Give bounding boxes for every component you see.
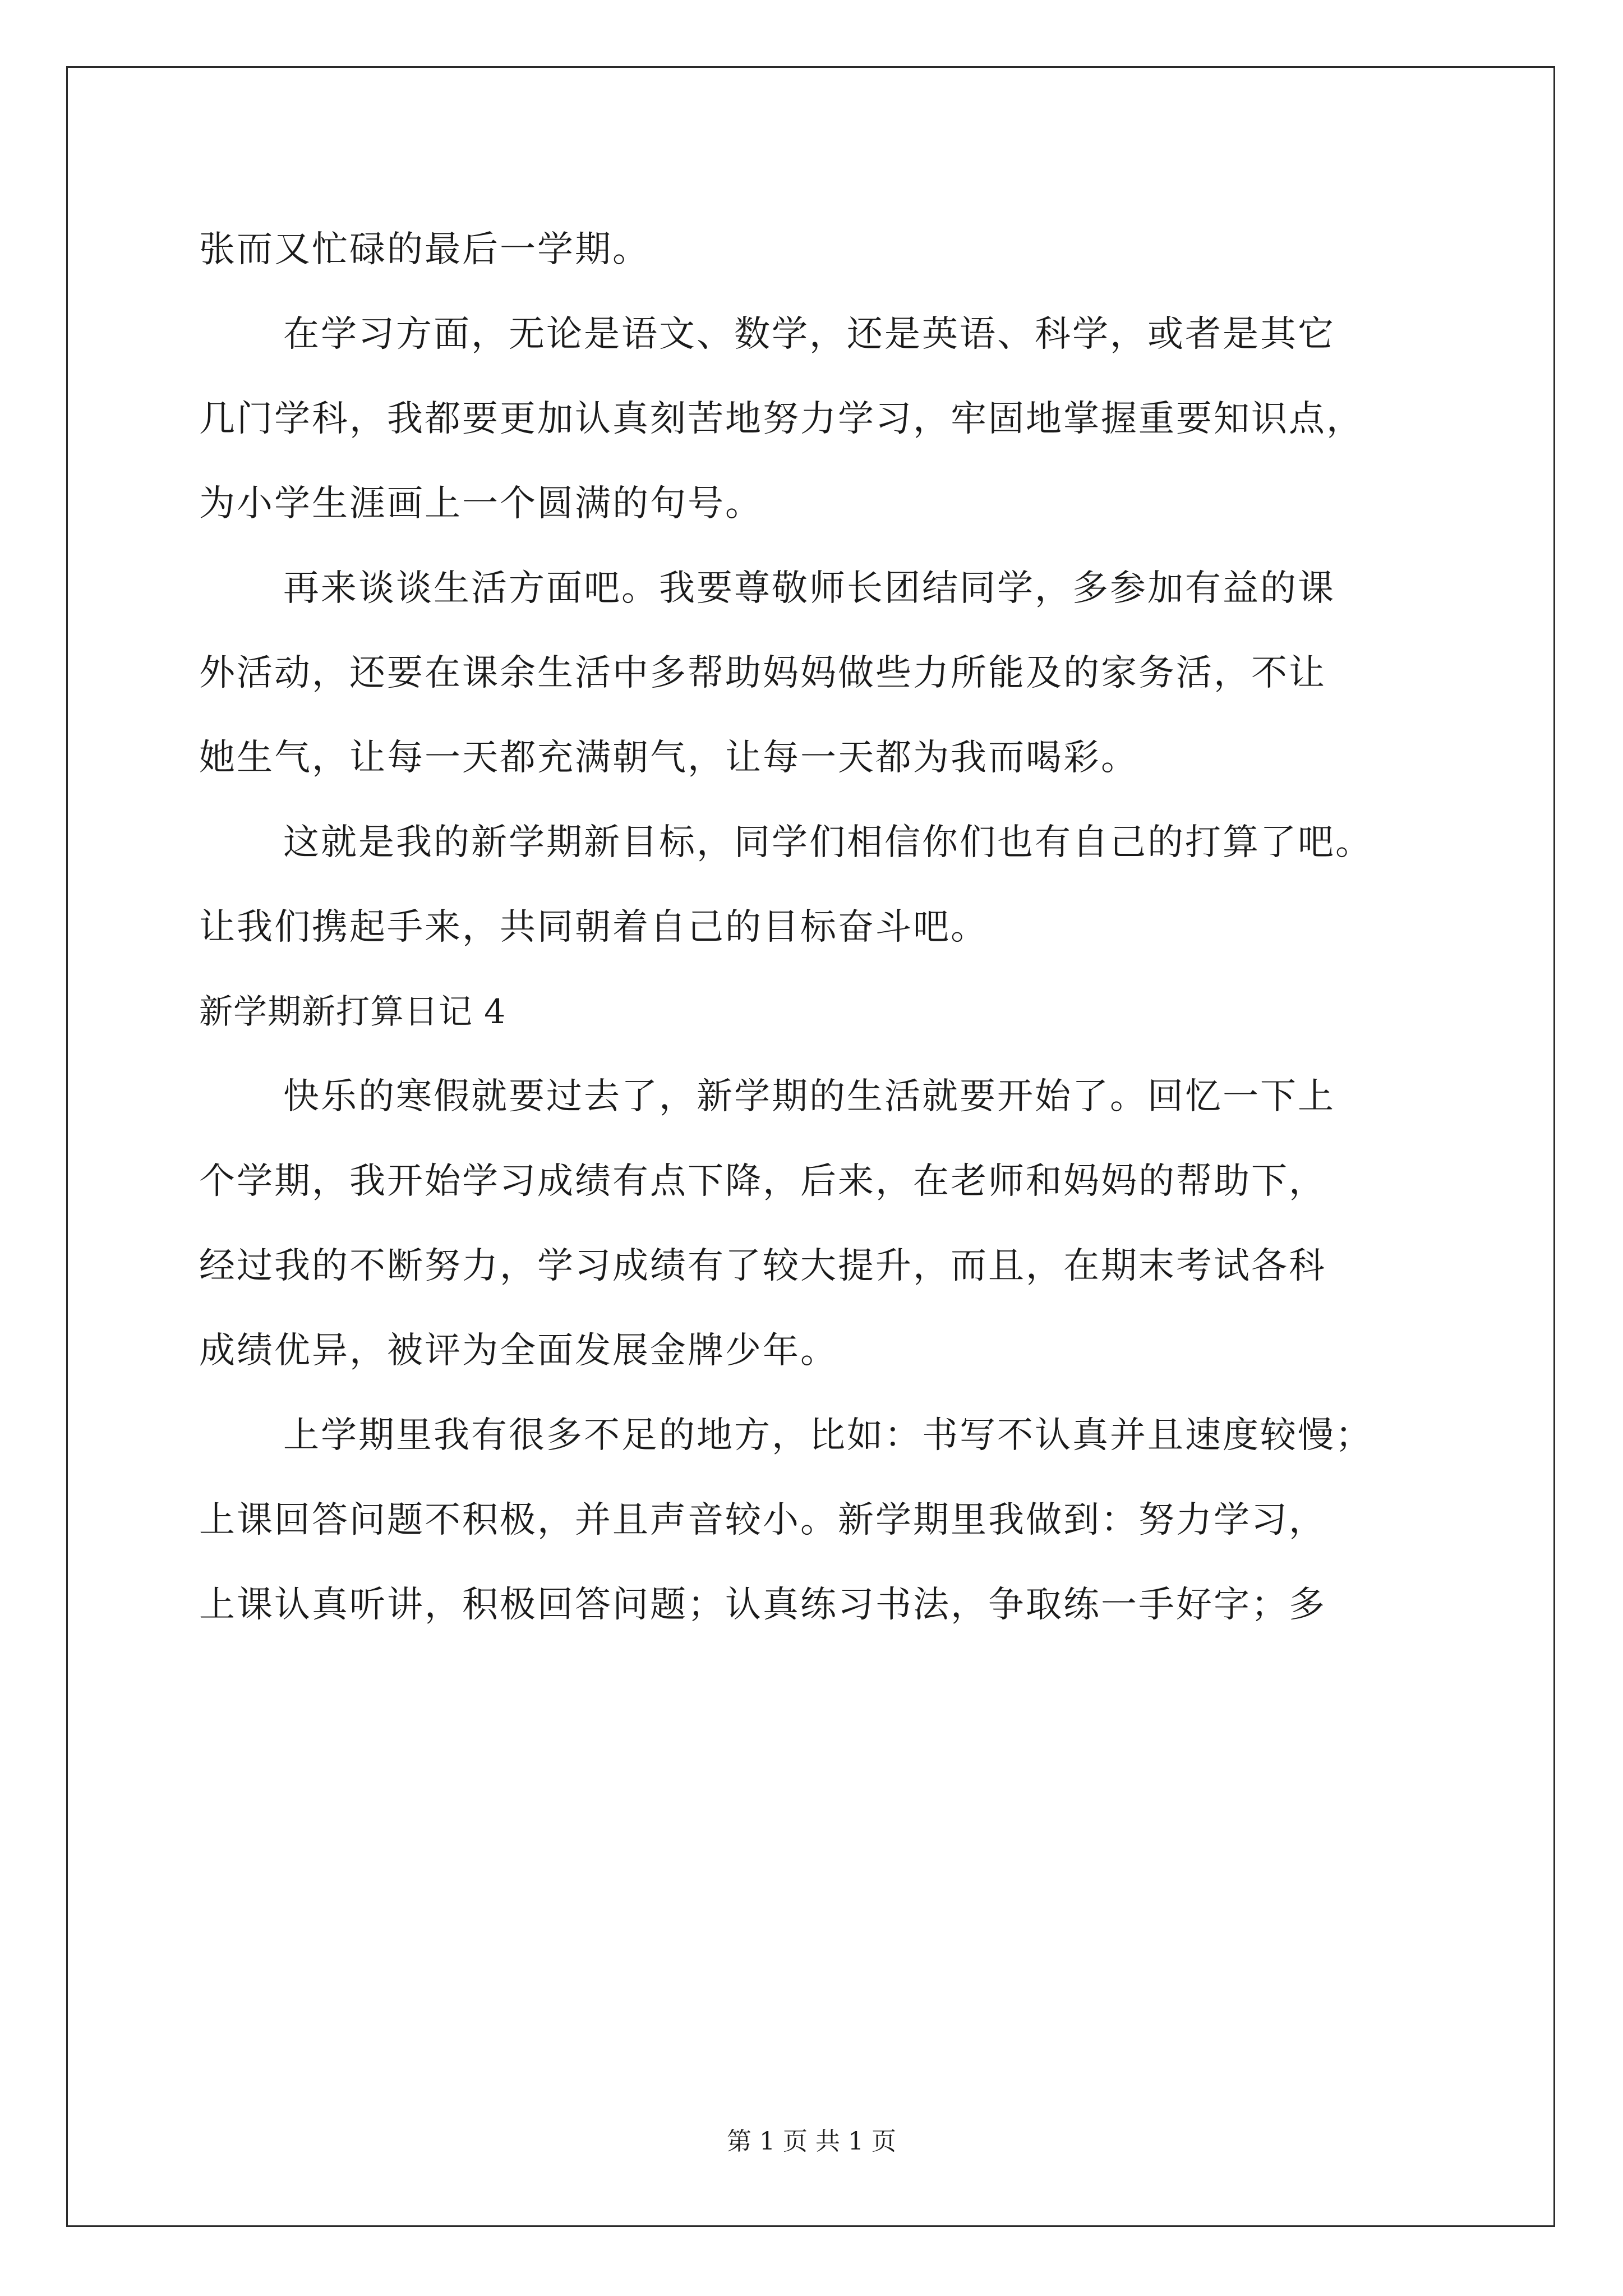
text-line: 外活动，还要在课余生活中多帮助妈妈做些力所能及的家务活，不让	[199, 652, 1326, 694]
paragraph-start-line: 上学期里我有很多不足的地方，比如：书写不认真并且速度较慢；	[283, 1415, 1373, 1456]
text-line: 上课认真听讲，积极回答问题；认真练习书法，争取练一手好字；多	[199, 1584, 1326, 1626]
text-line: 上课回答问题不积极，并且声音较小。新学期里我做到：努力学习，	[199, 1499, 1326, 1541]
document-body	[199, 208, 1455, 1648]
paragraph-start-line: 在学习方面，无论是语文、数学，还是英语、科学，或者是其它	[283, 314, 1335, 355]
text-line: 几门学科，我都要更加认真刻苦地努力学习，牢固地掌握重要知识点，	[199, 398, 1364, 440]
text-line: 经过我的不断努力，学习成绩有了较大提升，而且，在期末考试各科	[199, 1245, 1326, 1287]
text-line: 张而又忙碌的最后一学期。	[199, 229, 650, 270]
text-line: 让我们携起手来，共同朝着自己的目标奋斗吧。	[199, 907, 988, 948]
text-line: 她生气，让每一天都充满朝气，让每一天都为我而喝彩。	[199, 737, 1138, 779]
page-number-footer: 第 1 页 共 1 页	[727, 2127, 896, 2156]
paragraph-start-line: 快乐的寒假就要过去了，新学期的生活就要开始了。回忆一下上	[283, 1076, 1335, 1117]
text-line: 成绩优异，被评为全面发展金牌少年。	[199, 1330, 838, 1372]
paragraph-start-line: 这就是我的新学期新目标，同学们相信你们也有自己的打算了吧。	[283, 822, 1373, 863]
section-heading: 新学期新打算日记 4	[199, 992, 506, 1032]
paragraph-start-line: 再来谈谈生活方面吧。我要尊敬师长团结同学，多参加有益的课	[283, 568, 1335, 609]
text-line: 为小学生涯画上一个圆满的句号。	[199, 483, 763, 524]
text-line: 个学期，我开始学习成绩有点下降，后来，在老师和妈妈的帮助下，	[199, 1161, 1326, 1202]
